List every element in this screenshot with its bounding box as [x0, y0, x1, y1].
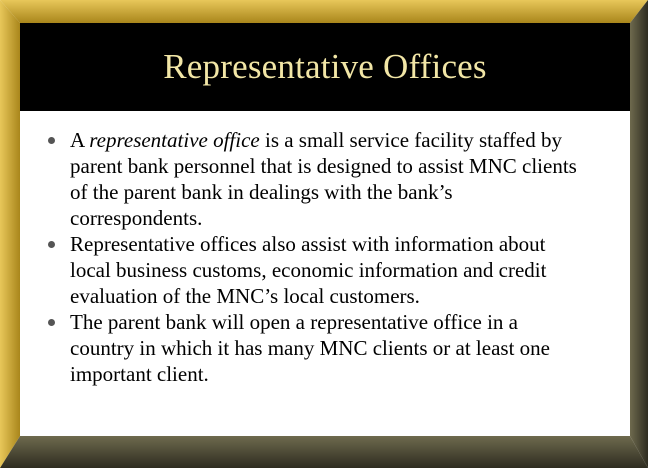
bullet-text: A representative office is a small service facility staffed by parent bank personnel that is designed to assist MNC clients of the parent bank in dealings with the bank’s correspondents. — [70, 128, 577, 230]
bullet-list — [20, 127, 580, 387]
bullet-item — [20, 127, 580, 231]
title-bar — [20, 23, 630, 111]
bullet-text: The parent bank will open a representative office in a country in which it has many MNC clients or at least one important client. — [70, 310, 550, 386]
bullet-item — [20, 231, 580, 309]
bullet-dot-icon — [48, 137, 55, 144]
bullet-dot-icon — [48, 319, 55, 326]
slide-title: Representative Offices — [163, 47, 487, 86]
bullet-text: Representative offices also assist with information about local business customs, economic information and credit evaluation of the MNC’s local customers. — [70, 232, 547, 308]
slide-content — [20, 111, 630, 436]
bullet-dot-icon — [48, 241, 55, 248]
emphasis-term: representative office — [89, 128, 260, 152]
bullet-item — [20, 309, 580, 387]
